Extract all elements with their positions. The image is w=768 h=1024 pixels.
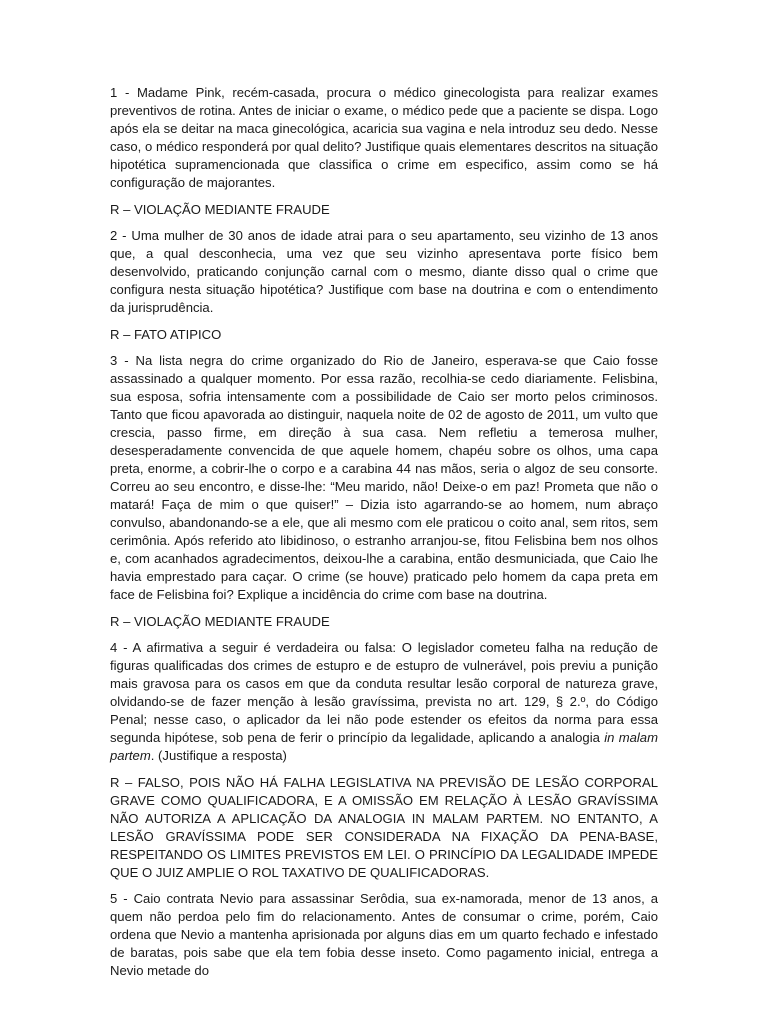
question-5: 5 - Caio contrata Nevio para assassinar Serôdia, sua ex-namorada, menor de 13 anos, a quem não perdoa pelo fim do relacionamento. Antes de consumar o crime, porém, Caio ordena que Nevio a mantenha aprisionada por alguns dias em um quarto fechado e infestado de baratas, pois sabe que ela tem fobia desse inseto. Como pagamento inicial, entrega a Nevio metade do — [110, 891, 658, 978]
question-2: 2 - Uma mulher de 30 anos de idade atrai para o seu apartamento, seu vizinho de 13 anos que, a qual desconhecia, uma vez que seu vizinho apresentava porte físico bem desenvolvido, praticando conjunção carnal com o mesmo, diante disso qual o crime que configura nesta situação hipotética? Justifique com base na doutrina e com o entendimento da jurisprudência. — [110, 228, 658, 315]
question-1: 1 - Madame Pink, recém-casada, procura o médico ginecologista para realizar exames preventivos de rotina. Antes de iniciar o exame, o médico pede que a paciente se dispa. Logo após ela se deitar na maca ginecológica, acaricia sua vagina e nela introduz seu dedo. Nesse caso, o médico responderá por qual delito? Justifique quais elementares descritos na situação hipotética supramencionada que classifica o crime em especifico, assim como se há configuração de majorantes. — [110, 85, 658, 190]
answer-3: R – VIOLAÇÃO MEDIANTE FRAUDE — [110, 613, 330, 629]
question-4-italic-term: in malam partem — [110, 730, 658, 763]
question-4-text: 4 - A afirmativa a seguir é verdadeira ou falsa: O legislador cometeu falha na redução de figuras qualificadas dos crimes de estupro e de estupro de vulnerável, pois previu a punição mais gravosa para os casos em que da conduta resultar lesão corporal de natureza grave, olvidando-se de fazer menção à lesão gravíssima, prevista no art. 129, § 2.º, do Código Penal; nesse caso, o aplicador da lei não pode estender os efeitos da norma para essa segunda hipótese, sob pena de ferir o princípio da legalidade, aplicando a analogia — [110, 640, 658, 745]
document-page — [110, 84, 658, 989]
answer-1: R – VIOLAÇÃO MEDIANTE FRAUDE — [110, 201, 330, 217]
question-3: 3 - Na lista negra do crime organizado do Rio de Janeiro, esperava-se que Caio fosse assassinado a qualquer momento. Por essa razão, recolhia-se cedo diariamente. Felisbina, sua esposa, sofria intensamente com a possibilidade de Caio ser morto pelos criminosos. Tanto que ficou apavorada ao distinguir, naquela noite de 02 de agosto de 2011, um vulto que crescia, passo firme, em direção à sua casa. Nem refletiu a temerosa mulher, desesperadamente convencida de que aquele homem, chapéu sobre os olhos, uma capa preta, enorme, a cobrir-lhe o corpo e a carabina 44 nas mãos, seria o algoz de seu consorte. Correu ao seu encontro, e disse-lhe: “Meu marido, não! Deixe-o em paz! Prometa que não o matará! Faça de mim o que quiser!” – Dizia isto agarrando-se ao homem, num abraço convulso, abandonando-se a ele, que ali mesmo com ele praticou o coito anal, sem ritos, sem cerimônia. Após referido ato libidinoso, o estranho arranjou-se, fitou Felisbina bem nos olhos e, com acanhados agradecimentos, deixou-lhe a carabina, então desmuniciada, que Caio lhe havia emprestado para caçar. O crime (se houve) praticado pelo homem da capa preta em face de Felisbina foi? Explique a incidência do crime com base na doutrina. — [110, 353, 658, 602]
question-4-tail: . (Justifique a resposta) — [150, 748, 287, 763]
answer-4: R – FALSO, POIS NÃO HÁ FALHA LEGISLATIVA NA PREVISÃO DE LESÃO CORPORAL GRAVE COMO QUALIFICADORA, E A OMISSÃO EM RELAÇÃO À LESÃO GRAVÍSSIMA NÃO AUTORIZA A APLICAÇÃO DA ANALOGIA IN MALAM PARTEM. NO ENTANTO, A LESÃO GRAVÍSSIMA PODE SER CONSIDERADA NA FIXAÇÃO DA PENA-BASE, RESPEITANDO OS LIMITES PREVISTOS EM LEI. O PRINCÍPIO DA LEGALIDADE IMPEDE QUE O JUIZ AMPLIE O ROL TAXATIVO DE QUALIFICADORAS. — [110, 774, 658, 880]
answer-2: R – FATO ATIPICO — [110, 326, 222, 342]
question-4 — [110, 639, 658, 765]
